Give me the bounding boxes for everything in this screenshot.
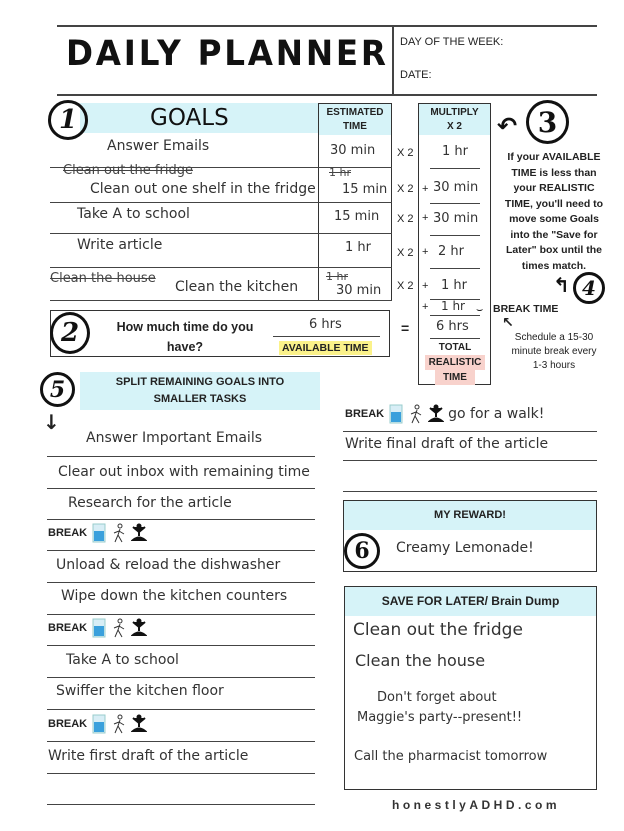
break-label: BREAK: [48, 622, 88, 634]
est-3: 15 min: [334, 209, 380, 224]
curved-arrow-icon: ↶: [497, 112, 518, 140]
task-item: Answer Important Emails: [86, 430, 263, 446]
note3-line: TIME is less than: [511, 166, 597, 179]
footer-website: honestlyADHD.com: [392, 798, 561, 812]
total-realistic-value: 6 hrs: [436, 319, 469, 334]
step-5-badge: 5: [40, 372, 75, 407]
break-row: [48, 523, 147, 543]
break-label: BREAK: [345, 408, 385, 420]
walking-icon: [111, 523, 127, 543]
x2-1: X 2: [397, 147, 414, 159]
est-4: 1 hr: [345, 240, 371, 255]
note3-line: move some Goals: [509, 213, 599, 225]
est-header-1: ESTIMATED: [326, 107, 384, 118]
arrow-up-icon: ↖: [502, 315, 514, 331]
split-title-1: SPLIT REMAINING GOALS INTO: [115, 376, 285, 388]
walking-icon: [111, 618, 127, 638]
x2-5: X 2: [397, 280, 414, 292]
water-glass-icon: [91, 618, 107, 638]
meditation-icon: [428, 404, 444, 424]
break-label: BREAK: [48, 527, 88, 539]
task-item: Swiffer the kitchen floor: [56, 683, 224, 699]
step-1-badge: 1: [48, 100, 88, 140]
plus-3: +: [422, 212, 429, 224]
break-time-label: BREAK TIME: [493, 303, 559, 315]
mult-2: 30 min: [433, 180, 479, 195]
task-item: Write final draft of the article: [345, 436, 549, 452]
header-divider: [392, 25, 394, 95]
plus-4: +: [422, 246, 429, 258]
water-glass-icon: [388, 404, 404, 424]
total-label-3: TIME: [435, 370, 475, 385]
available-question-1: How much time do you: [116, 320, 254, 334]
est-2-crossed: 1 hr: [329, 166, 351, 179]
plus-5: +: [422, 280, 429, 292]
goal-5: Clean the kitchen: [175, 279, 299, 295]
task-item: Take A to school: [66, 652, 179, 668]
est-1: 30 min: [330, 143, 376, 158]
available-question-2: have?: [166, 340, 204, 354]
reward-value: Creamy Lemonade!: [396, 540, 534, 556]
curved-arrow-icon: ↰: [553, 273, 570, 297]
break-note-line: minute break every: [511, 346, 597, 357]
save-item: Clean the house: [355, 651, 486, 670]
note3-line: TIME, you'll need to: [504, 197, 604, 210]
save-item: Don't forget about: [377, 690, 497, 705]
break-note-line: Schedule a 15-30: [514, 332, 594, 343]
note3-line: If your AVAILABLE: [507, 151, 601, 163]
goal-3: Take A to school: [77, 206, 190, 222]
mult-header-2: X 2: [446, 121, 462, 132]
step-6-badge: 6: [344, 533, 380, 569]
meditation-icon: [131, 714, 147, 734]
goal-4: Write article: [77, 237, 163, 253]
est-5-crossed: 1 hr: [326, 270, 348, 283]
total-label-1: TOTAL: [438, 342, 472, 353]
break-row: [48, 618, 147, 638]
note3-line: into the "Save for: [510, 228, 598, 241]
meditation-icon: [131, 618, 147, 638]
task-item: Wipe down the kitchen counters: [61, 588, 288, 604]
arrow-icon: ⌣: [476, 303, 484, 316]
note3-line: Later" box until the: [506, 244, 602, 256]
task-item: Research for the article: [68, 495, 232, 511]
est-header-2: TIME: [343, 121, 367, 132]
x2-4: X 2: [397, 247, 414, 259]
water-glass-icon: [91, 523, 107, 543]
reward-title: MY REWARD!: [344, 501, 596, 530]
goal-2-crossed: Clean out the fridge: [63, 163, 193, 178]
day-of-week-label: DAY OF THE WEEK:: [400, 36, 504, 48]
step-3-badge: 3: [526, 100, 569, 144]
split-title-2: SMALLER TASKS: [153, 393, 247, 405]
break-note: go for a walk!: [448, 406, 545, 422]
step-4-badge: 4: [573, 272, 605, 304]
meditation-icon: [131, 523, 147, 543]
note3-line: times match.: [521, 259, 587, 272]
save-item: Call the pharmacist tomorrow: [354, 749, 548, 764]
save-item: Maggie's party--present!!: [357, 710, 523, 725]
available-time-label: AVAILABLE TIME: [279, 341, 372, 355]
task-item: Write first draft of the article: [48, 748, 249, 764]
goal-1: Answer Emails: [107, 138, 210, 154]
mult-5: 1 hr: [441, 278, 467, 293]
task-item: Unload & reload the dishwasher: [56, 557, 281, 573]
break-time-value: 1 hr: [441, 299, 465, 313]
goal-2: Clean out one shelf in the fridge: [90, 181, 316, 197]
break-row: [345, 404, 544, 424]
note3-line: your REALISTIC: [513, 182, 595, 194]
plus-2: +: [422, 183, 429, 195]
goals-title: GOALS: [150, 105, 229, 131]
date-label: DATE:: [400, 69, 432, 81]
save-item: Clean out the fridge: [353, 620, 523, 640]
arrow-down-icon: ↓: [43, 410, 60, 434]
equals-sign: =: [401, 320, 410, 336]
x2-2: X 2: [397, 183, 414, 195]
est-5: 30 min: [336, 283, 382, 298]
total-label-2: REALISTIC: [425, 355, 485, 370]
break-note-line: 1-3 hours: [532, 360, 576, 371]
plus-break: +: [422, 301, 429, 313]
mult-header-1: MULTIPLY: [430, 107, 479, 118]
walking-icon: [111, 714, 127, 734]
break-row: [48, 714, 147, 734]
goal-5-crossed: Clean the house: [50, 271, 156, 286]
step-2-badge: 2: [50, 312, 90, 354]
x2-3: X 2: [397, 213, 414, 225]
est-2: 15 min: [342, 182, 388, 197]
water-glass-icon: [91, 714, 107, 734]
task-item: Clear out inbox with remaining time: [58, 464, 310, 480]
break-label: BREAK: [48, 718, 88, 730]
walking-icon: [408, 404, 424, 424]
page-title: DAILY PLANNER: [66, 34, 389, 74]
save-title: SAVE FOR LATER/ Brain Dump: [345, 587, 596, 616]
mult-4: 2 hr: [438, 244, 464, 259]
available-time-value: 6 hrs: [309, 317, 342, 332]
mult-3: 30 min: [433, 211, 479, 226]
mult-1: 1 hr: [442, 144, 468, 159]
